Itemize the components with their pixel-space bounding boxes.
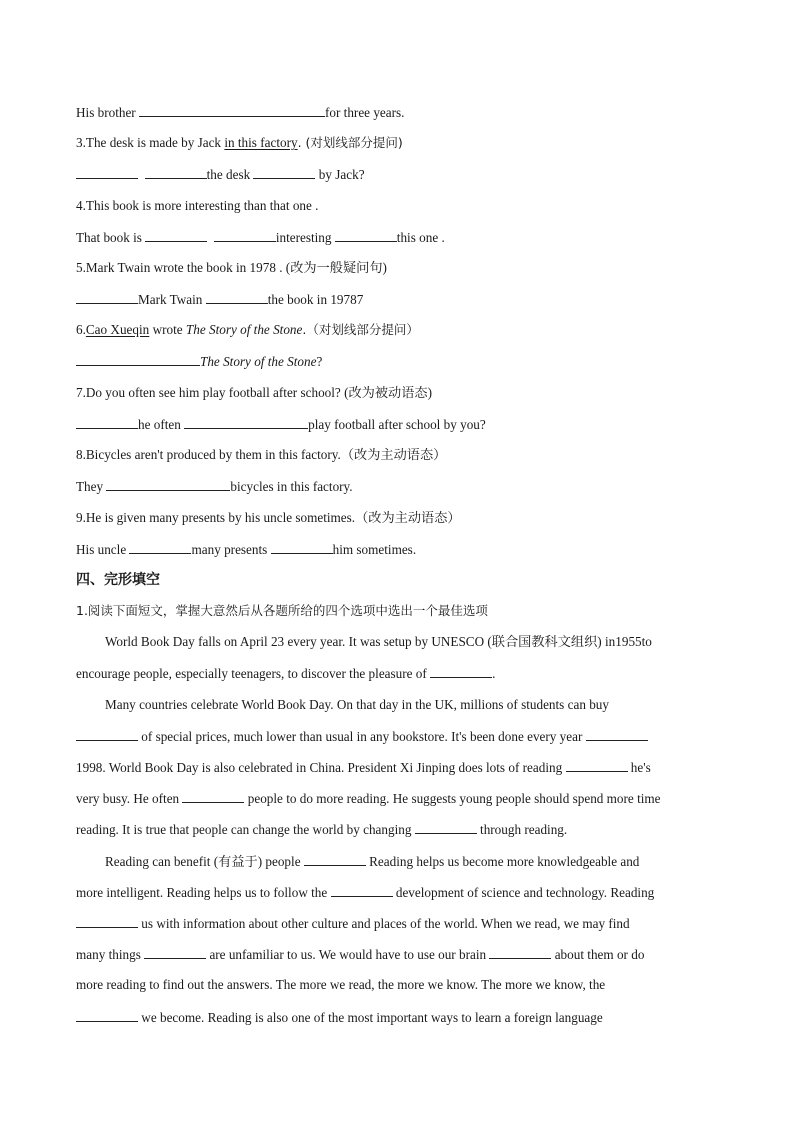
passage-text: through reading. <box>476 822 568 837</box>
passage-text: about them or do <box>551 947 645 962</box>
q2-answer-line <box>76 103 404 122</box>
cloze-blank[interactable] <box>144 945 206 959</box>
q8-answer-tail: bicycles in this factory. <box>230 479 353 494</box>
passage-text: people to do more reading. He suggests young people should spend more time <box>244 791 661 806</box>
answer-blank[interactable] <box>129 540 191 554</box>
q6-answer-tail: ? <box>316 354 323 369</box>
answer-blank[interactable] <box>206 290 268 304</box>
q4-answer-line <box>76 228 445 247</box>
answer-blank[interactable] <box>184 415 308 429</box>
q9-answer-tail: him sometimes. <box>332 542 417 557</box>
answer-blank[interactable] <box>335 228 397 242</box>
q5-answer-line <box>76 290 363 309</box>
passage-line <box>76 727 648 746</box>
answer-blank[interactable] <box>214 228 276 242</box>
passage-line <box>76 820 567 839</box>
passage-text: reading. It is true that people can change the world by changing <box>76 822 415 837</box>
q9-answer-lead: His uncle <box>76 542 130 557</box>
passage-line <box>76 664 495 683</box>
q8-answer-lead: They <box>76 479 107 494</box>
passage-line: World Book Day falls on April 23 every year. It was setup by UNESCO (联合国教科文组织) in1955to <box>105 634 652 649</box>
passage-text: Reading can benefit (有益于) people <box>105 854 304 869</box>
passage-text: encourage people, especially teenagers, to discover the pleasure of <box>76 666 431 681</box>
q3-answer-line <box>76 165 365 184</box>
q5-question: 5.Mark Twain wrote the book in 1978 . (改为一般疑问句) <box>76 260 387 275</box>
passage-line <box>76 914 630 933</box>
q6-answer-line <box>76 352 322 371</box>
passage-line: Many countries celebrate World Book Day. On that day in the UK, millions of students can buy <box>105 697 609 712</box>
q6-prefix: 6. <box>76 322 86 337</box>
q7-answer-tail: play football after school by you? <box>308 417 486 432</box>
q3-question <box>76 134 403 152</box>
passage-text: he's <box>627 760 651 775</box>
q8-answer-line <box>76 477 353 496</box>
q7-answer-line <box>76 415 486 434</box>
passage-text: many things <box>76 947 145 962</box>
answer-blank[interactable] <box>253 165 315 179</box>
passage-text: us with information about other culture and places of the world. When we read, we may find <box>138 916 630 931</box>
passage-line <box>76 945 644 964</box>
passage-line <box>76 883 654 902</box>
q4-answer-mid: interesting <box>275 230 335 245</box>
answer-blank[interactable] <box>145 165 207 179</box>
passage-text: are unfamiliar to us. We would have to use our brain <box>206 947 490 962</box>
q6-question <box>76 321 419 339</box>
passage-text: development of science and technology. Reading <box>392 885 655 900</box>
q5-answer-mid2: the book in 19787 <box>267 292 364 307</box>
answer-blank[interactable] <box>145 228 207 242</box>
section-heading: 四、完形填空 <box>76 572 160 588</box>
q6-underlined-part: Cao Xueqin <box>85 322 150 337</box>
passage-line <box>76 789 661 808</box>
q3-answer-tail: by Jack? <box>315 167 365 182</box>
passage-text: 1998. World Book Day is also celebrated in China. President Xi Jinping does lots of reading <box>76 760 566 775</box>
answer-blank[interactable] <box>76 352 200 366</box>
answer-blank[interactable] <box>106 477 230 491</box>
cloze-blank[interactable] <box>586 727 648 741</box>
q9-question: 9.He is given many presents by his uncle sometimes.（改为主动语态） <box>76 510 461 525</box>
q6-answer-title: The Story of the Stone <box>200 354 317 369</box>
q5-answer-mid1: Mark Twain <box>138 292 206 307</box>
q4-question: 4.This book is more interesting than that one . <box>76 198 319 213</box>
cloze-blank[interactable] <box>304 852 366 866</box>
q3-prefix: 3.The desk is made by Jack <box>76 135 225 150</box>
passage-text: we become. Reading is also one of the most important ways to learn a foreign language <box>138 1010 603 1025</box>
q8-question: 8.Bicycles aren't produced by them in this factory.（改为主动语态） <box>76 447 447 462</box>
cloze-blank[interactable] <box>76 1008 138 1022</box>
q4-answer-lead: That book is <box>76 230 146 245</box>
passage-line: more reading to find out the answers. The more we read, the more we know. The more we know, the <box>76 977 606 992</box>
passage-text: more intelligent. Reading helps us to follow the <box>76 885 331 900</box>
answer-blank[interactable] <box>76 290 138 304</box>
cloze-blank[interactable] <box>76 914 138 928</box>
q4-answer-tail: this one . <box>396 230 445 245</box>
q7-answer-mid1: he often <box>138 417 185 432</box>
q6-book-title: The Story of the Stone <box>185 322 303 337</box>
q3-answer-mid: the desk <box>206 167 254 182</box>
q3-underlined-part: in this factory <box>224 135 298 150</box>
passage-text: . <box>492 666 496 681</box>
passage-text: very busy. He often <box>76 791 183 806</box>
q2-answer-lead: His brother <box>76 105 139 120</box>
cloze-blank[interactable] <box>415 820 477 834</box>
section-instruction: 1.阅读下面短文，掌握大意然后从各题所给的四个选项中选出一个最佳选项 <box>76 603 488 618</box>
cloze-blank[interactable] <box>331 883 393 897</box>
q2-answer-tail: for three years. <box>325 105 405 120</box>
q3-suffix: . (对划线部分提问) <box>297 135 403 150</box>
q6-suffix: .（对划线部分提问） <box>302 322 419 337</box>
cloze-blank[interactable] <box>430 664 492 678</box>
q9-answer-mid: many presents <box>191 542 271 557</box>
passage-line <box>76 758 651 777</box>
answer-blank[interactable] <box>271 540 333 554</box>
answer-blank[interactable] <box>76 415 138 429</box>
answer-blank[interactable] <box>76 165 138 179</box>
answer-blank[interactable] <box>139 103 325 117</box>
q6-mid: wrote <box>149 322 186 337</box>
cloze-blank[interactable] <box>566 758 628 772</box>
q9-answer-line <box>76 540 416 559</box>
cloze-blank[interactable] <box>182 789 244 803</box>
passage-text: Reading helps us become more knowledgeable and <box>365 854 640 869</box>
q7-question: 7.Do you often see him play football after school? (改为被动语态) <box>76 385 432 400</box>
cloze-blank[interactable] <box>489 945 551 959</box>
passage-text: of special prices, much lower than usual in any bookstore. It's been done every year <box>138 729 586 744</box>
passage-line <box>76 1008 603 1027</box>
cloze-blank[interactable] <box>76 727 138 741</box>
passage-line <box>105 852 639 871</box>
